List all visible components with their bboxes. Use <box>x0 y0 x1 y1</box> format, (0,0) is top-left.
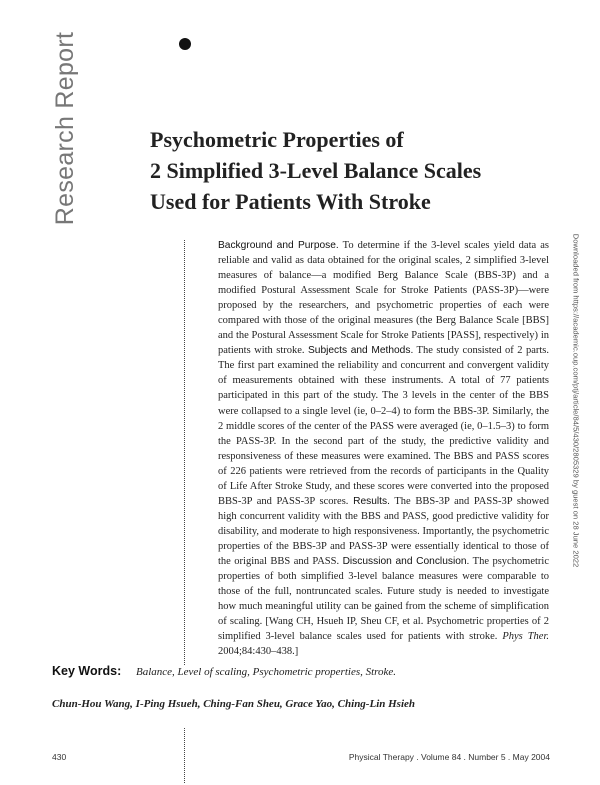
abstract-results-text: The BBS-3P and PASS-3P showed high concurrent validity with the BBS and PASS, good predictive validity for disability, and moderate to high responsiveness. Importantly, the psychometric properties of the BBS-3P and PASS-3P were essentially identical to those of the original BBS and PASS. <box>218 495 550 567</box>
page-footer <box>52 752 550 762</box>
margin-rule <box>184 240 185 665</box>
title-line: Used for Patients With Stroke <box>150 189 431 214</box>
watermark-text: Downloaded from https://academic.oup.com/ptj/article/84/5/430/2805329 by guest on 28 June 2022 <box>571 233 581 567</box>
section-label <box>41 31 91 225</box>
citation-prefix: [Wang CH, Hsueh IP, Sheu CF, et al. Psychometric properties of 2 simplified 3-level balance scales used for patients with stroke. <box>218 616 549 643</box>
citation-suffix: 2004;84:430–438.] <box>218 646 299 658</box>
citation-journal: Phys Ther. <box>502 631 549 643</box>
title-line: 2 Simplified 3-Level Balance Scales <box>150 158 482 183</box>
abstract-methods-text: The study consisted of 2 parts. The first part examined the reliability and concurrent and convergent validity of measurements obtained with these instruments. A total of 77 patients participated in this part of the study. The 3 levels in the center of the BBS were collapsed to a single level (ie, 0–2–4) to form the BBS-3P. Similarly, the 2 middle scores of the center of the PASS were averaged (ie, 0–1.5–3) to form the PASS-3P. In the second part of the study, the predictive validity and responsiveness of these measures were examined. The BBS and PASS scores of 226 patients were retrieved from the records of participants in the Quality of Life After Stroke Study, and these scores were converted into the proposed BBS-3P and PASS-3P scores. <box>218 345 549 507</box>
journal-info: Physical Therapy . Volume 84 . Number 5 . May 2004 <box>348 752 550 762</box>
article-title <box>150 124 481 217</box>
abstract-background-text: To determine if the 3-level scales yield data as reliable and valid as data obtained for the original scales, 2 simplified 3-level measures of balance—a modified Berg Balance Scale (BBS-3P) and a modified Postural Assessment Scale for Stroke Patients (PASS-3P)—were proposed by the researchers, and psychometric properties of each were compared with those of the original measures (the Berg Balance Scale [BBS] and the Postural Assessment Scale for Stroke Patients [PASS], respectively) in patients with stroke. <box>218 240 549 357</box>
bullet-dot <box>179 38 191 50</box>
title-line: Psychometric Properties of <box>150 127 404 152</box>
page-number: 430 <box>52 752 67 762</box>
abstract-methods-heading: Subjects and Methods. <box>307 345 414 357</box>
keywords-label: Key Words: <box>52 664 122 678</box>
abstract-discussion-text: The psychometric properties of both simplified 3-level balance measures were comparable to those of the full, nontruncated scales. Future study is needed to investigate how much meaningful utility can be gained from the scheme of simplification of scaling. <box>218 555 550 628</box>
abstract <box>218 238 549 659</box>
keywords <box>52 664 552 678</box>
download-watermark <box>571 220 581 580</box>
section-label-text: Research Report <box>51 31 80 225</box>
abstract-background-heading: Background and Purpose. <box>218 240 339 251</box>
abstract-discussion-heading: Discussion and Conclusion. <box>342 555 470 567</box>
keywords-value: Balance, Level of scaling, Psychometric properties, Stroke. <box>135 666 397 678</box>
abstract-results-heading: Results. <box>353 495 390 507</box>
author-list: Chun-Hou Wang, I-Ping Hsueh, Ching-Fan Sheu, Grace Yao, Ching-Lin Hsieh <box>52 698 416 710</box>
